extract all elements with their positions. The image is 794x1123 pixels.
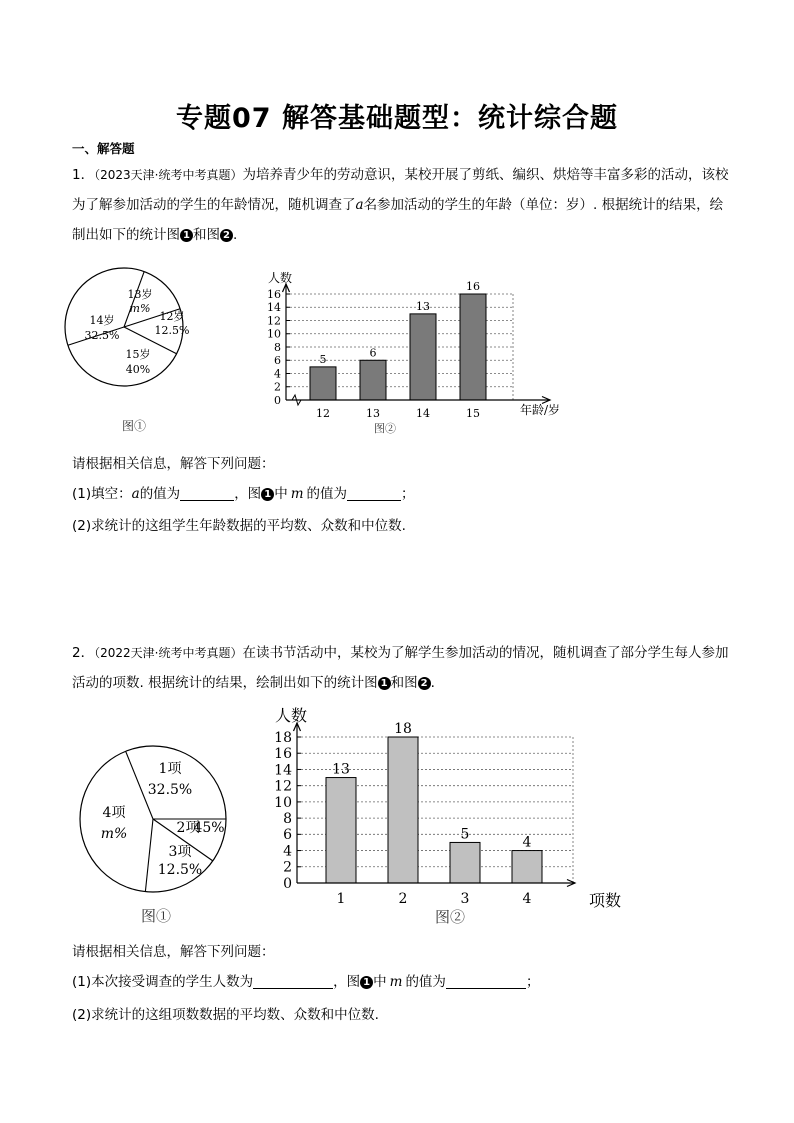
pie-slice-value: 12.5% [154,324,190,337]
q2-sub1-text: (1)本次接受调查的学生人数为 [72,974,254,990]
q1-prompt: 请根据相关信息，解答下列问题： [72,456,275,472]
pie-slice-label: 3项 [168,844,192,860]
y-tick-label: 18 [274,729,292,746]
pie-slice-label: 13岁 [127,288,153,301]
pie-slice-label: 4项 [102,805,126,821]
pie-slice-value: 45% [193,820,225,836]
q2-answer-blank-count[interactable] [253,974,333,989]
q2-answer-blank-m[interactable] [446,974,526,989]
fig1-circled-mark: 1 [360,976,373,989]
y-tick-label: 6 [283,827,292,844]
y-tick-label: 2 [274,380,281,394]
y-tick-label: 8 [283,811,292,828]
bar-value-label: 13 [416,299,430,313]
pie-slice-value: m% [129,302,151,315]
q2-sub1-text-e: ； [525,974,540,990]
pie-slice-label: 15岁 [125,348,151,361]
bar [410,314,436,400]
q2-and: 和图 [390,675,418,691]
q1-sub1-text-e: 的值为 [306,486,347,502]
q1-answer-blank-a[interactable] [180,486,234,501]
q1-sub1-text-c: ，图 [234,486,262,502]
pie-slice-value: 40% [125,363,151,376]
figure-caption: 图② [374,422,396,435]
x-tick-label: 4 [522,891,532,907]
bar [450,842,480,883]
section-heading: 一、解答题 [72,141,135,156]
bar-value-label: 16 [466,280,480,293]
y-axis-label: 人数 [274,706,308,725]
q2-bar-chart [245,700,635,935]
y-tick-label: 14 [267,301,281,315]
page-title: 专题07 解答基础题型：统计综合题 [176,103,618,134]
q2-sub1-text-d: 的值为 [405,974,446,990]
y-tick-label: 16 [267,287,281,301]
q2-stem [72,638,732,698]
q1-bar-chart [230,228,580,443]
x-tick-label: 13 [366,407,380,420]
q1-sub1-text-d: 中 [274,486,288,502]
bar [360,360,386,400]
x-axis-label: 年龄/岁 [519,403,561,417]
y-tick-label: 12 [267,314,281,328]
q1-text-a: 为培养青少年的劳动意识，某校开展了剪纸、编织、烘焙等丰富多彩的活动，该校为了解参加活动的学生的年龄情况，随机调查了 [72,167,729,213]
q2-end: . [430,675,435,691]
y-tick-label: 0 [283,875,292,892]
pie-slice-value: m% [100,826,128,842]
q1-sub1-text-f: ； [401,486,415,502]
figure-caption: 图② [434,908,466,926]
y-tick-label: 10 [274,794,292,811]
x-tick-label: 1 [336,891,346,907]
y-tick-label: 10 [267,327,281,341]
fig2-circled-mark: 2 [418,677,431,690]
y-tick-label: 16 [274,746,292,763]
x-tick-label: 15 [466,407,480,420]
bar-value-label: 5 [460,826,470,843]
x-axis-label: 项数 [588,891,622,910]
y-tick-label: 2 [283,859,292,876]
x-tick-label: 2 [398,891,408,907]
pie-slice-label: 1项 [158,761,182,777]
q2-sub1-text-b: ，图 [333,974,361,990]
q2-subquestion-2: (2)求统计的这组项数数据的平均数、众数和中位数. [72,1007,379,1023]
q1-and: 和图 [193,227,220,243]
q1-subquestion-1 [72,482,415,502]
fig1-circled-mark: 1 [261,488,274,501]
q1-pie-chart [60,272,200,442]
q1-var-a: a [355,197,364,213]
q2-prompt: 请根据相关信息，解答下列问题： [72,944,275,960]
q1-subquestion-2: (2)求统计的这组学生年龄数据的平均数、众数和中位数. [72,518,406,534]
q1-sub1-text-b: 的值为 [139,486,181,502]
bar [310,367,336,400]
y-tick-label: 12 [274,778,292,795]
q2-pie-chart [70,738,240,933]
figure-caption: 图① [140,907,172,925]
bar [326,778,356,883]
bar [388,737,418,883]
y-axis-label: 人数 [267,271,293,285]
bar-value-label: 4 [522,834,532,851]
pie-slice-label: 14岁 [89,314,115,327]
q2-sub1-text-c: 中 [373,974,387,990]
q2-text-a: 在读书节活动中，某校为了解学生参加活动的情况，随机调查了部分学生每人参加活动的项数. 根据统计的结果，绘制出如下的统计图 [72,645,729,691]
q2-sub1-var-m: m [389,974,403,990]
pie-slice-value: 32.5% [147,782,193,798]
bar-value-label: 13 [332,761,350,778]
q2-source: （2022天津·统考中考真题） [94,646,243,660]
y-tick-label: 4 [274,367,281,381]
q1-text-b: 名参加活动的学生的年龄（单位：岁）. 根据统计的结果，绘制出如下的统计图 [72,197,724,243]
pie-slice-value: 12.5% [157,862,203,878]
bar [460,294,486,400]
y-tick-label: 6 [274,354,281,368]
figure-caption: 图① [121,419,147,433]
y-tick-label: 14 [274,762,292,779]
q1-source: （2023天津·统考中考真题） [94,168,243,182]
pie-slice-label: 12岁 [159,310,185,323]
pie-slice-boundary [145,819,153,892]
x-tick-label: 12 [316,407,330,420]
bar-value-label: 18 [394,721,412,737]
x-tick-label: 14 [416,407,430,420]
fig1-circled-mark: 1 [378,677,391,690]
q2-subquestion-1 [72,970,539,990]
q1-sub1-var-a: a [131,486,140,502]
bar [512,851,542,883]
q1-end: . [233,227,238,243]
y-tick-label: 8 [274,340,281,354]
bar-value-label: 5 [319,352,327,366]
pie-slice-label: 2项 [176,820,200,836]
y-tick-label: 0 [274,393,281,407]
y-tick-label: 4 [283,843,292,860]
pie-slice-value: 32.5% [84,329,120,342]
x-tick-label: 3 [460,891,470,907]
q1-answer-blank-m[interactable] [347,486,401,501]
q1-sub1-text: (1)填空： [72,486,132,502]
q1-sub1-var-m: m [290,486,304,502]
q2-number: 2． [72,645,95,661]
fig1-circled-mark: 1 [180,229,193,242]
bar-value-label: 6 [369,346,377,360]
fig2-circled-mark: 2 [220,229,233,242]
q1-number: 1． [72,167,95,183]
